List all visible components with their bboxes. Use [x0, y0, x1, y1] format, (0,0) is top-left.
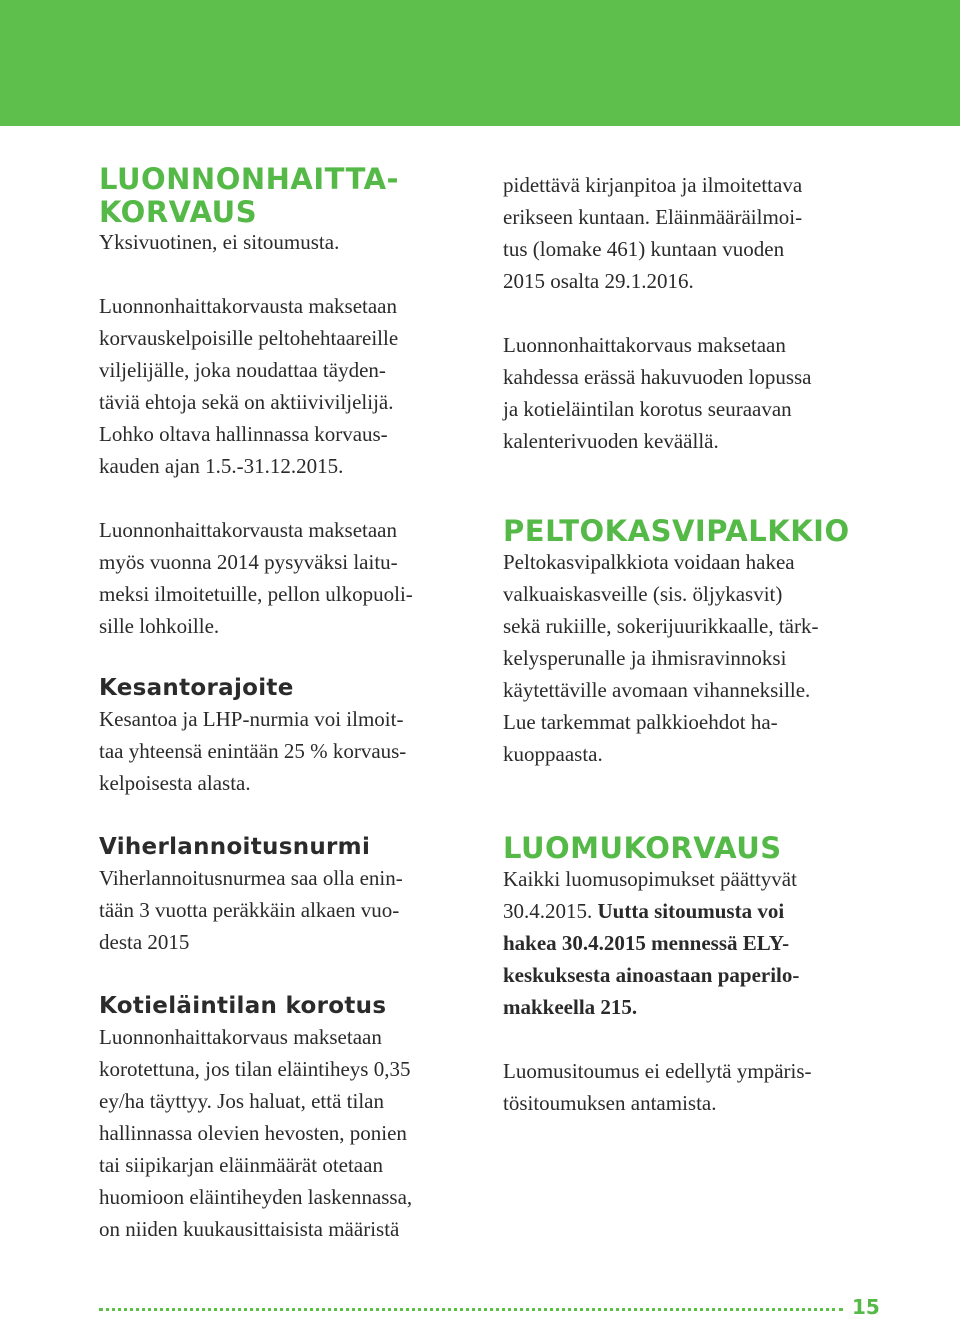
viherlannoitusnurmi-heading: Viherlannoitusnurmi — [99, 834, 371, 860]
peltokasvipalkkio-heading: PELTOKASVIPALKKIO — [503, 514, 850, 548]
luonnonhaitta-paragraph-2: Luonnonhaittakorvausta maksetaan myös vuonna 2014 pysyväksi laitu- meksi ilmoitetuille, pellon ulkopuoli- sille lohkoille. — [99, 518, 413, 638]
left-column — [99, 163, 479, 1245]
kotielaintilan-korotus-heading: Kotieläintilan korotus — [99, 993, 387, 1019]
viherlannoitusnurmi-text: Viherlannoitusnurmea saa olla enin- tään 3 vuotta peräkkäin alkaen vuo- desta 2015 — [99, 866, 403, 954]
kesantorajoite-text: Kesantoa ja LHP-nurmia voi ilmoit- taa yhteensä enintään 25 % korvaus- kelpoisesta alasta. — [99, 707, 407, 795]
luomukorvaus-heading: LUOMUKORVAUS — [503, 831, 782, 865]
kesantorajoite-heading: Kesantorajoite — [99, 675, 294, 701]
peltokasvipalkkio-text: Peltokasvipalkkiota voidaan hakea valkuaiskasveille (sis. öljykasvit) sekä rukiille, sokerijuurikkaalle, tärk- kelysperunalle ja ihmisravinnoksi käytettäville avomaan vihanneksille. Lue tarkemmat palkkioehdot ha- kuoppaasta. — [503, 550, 819, 766]
payment-schedule-paragraph: Luonnonhaittakorvaus maksetaan kahdessa erässä hakuvuoden lopussa ja kotieläintilan korotus seuraavan kalenterivuoden keväällä. — [503, 333, 812, 453]
luonnonhaitta-subtitle: Yksivuotinen, ei sitoumusta. — [99, 230, 340, 254]
luomukorvaus-line-2: 30.4.2015. Uutta sitoumusta voi — [503, 899, 785, 923]
luomukorvaus-text: Kaikki luomusopimukset päättyvät 30.4.2015. Uutta sitoumusta voi hakea 30.4.2015 mennessä ELY- keskuksesta ainoastaan paperilo- makkeella 215. — [503, 863, 873, 1023]
kotielaintilan-korotus-text: Luonnonhaittakorvaus maksetaan korotettuna, jos tilan eläintiheys 0,35 ey/ha täyttyy. Jos haluat, että tilan hallinnassa olevien hevosten, ponien tai siipikarjan eläinmäärät otetaan huomioon eläintiheyden laskennassa, on niiden kuukausittaisista määristä — [99, 1025, 413, 1241]
luonnonhaitta-heading: LUONNONHAITTA- KORVAUS — [99, 162, 400, 229]
header-color-band — [0, 0, 960, 126]
luonnonhaitta-paragraph-1: Luonnonhaittakorvausta maksetaan korvauskelpoisille peltohehtaareille viljelijälle, joka noudattaa täyden- täviä ehtoja sekä on aktiiviviljelijä. Lohko oltava hallinnassa korvaus- kauden ajan 1.5.-31.12.2015. — [99, 294, 399, 478]
luomusitoumus-paragraph: Luomusitoumus ei edellytä ympäris- tösitoumuksen antamista. — [503, 1059, 812, 1115]
footer-dotted-rule — [99, 1308, 843, 1311]
page-number: 15 — [852, 1295, 880, 1319]
continued-paragraph: pidettävä kirjanpitoa ja ilmoitettava erikseen kuntaan. Eläinmääräilmoi- tus (lomake 461) kuntaan vuoden 2015 osalta 29.1.2016. — [503, 173, 803, 293]
right-column — [503, 169, 873, 1119]
